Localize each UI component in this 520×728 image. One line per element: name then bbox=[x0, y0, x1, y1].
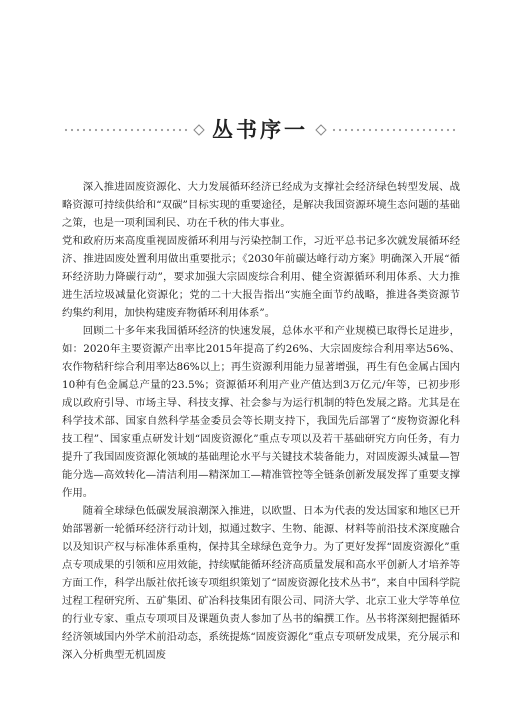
paragraph-1: 深入推进固废资源化、大力发展循环经济已经成为支撑社会经济绿色转型发展、战略资源可持续供给和“双碳”目标实现的重要途径，是解决我国资源环境生态问题的基础之策，也是一项利国利民、功在千秋的伟大事业。 bbox=[62, 181, 460, 229]
paragraph-4: 随着全球绿色低碳发展浪潮深入推进，以欧盟、日本为代表的发达国家和地区已开始部署新一轮循环经济行动计划，拟通过数字、生物、能源、材料等前沿技术深度融合以及知识产权与标准体系重构，保持其全球绿色竞争力。为了更好发挥“固废资源化”重点专项成果的引领和应用效能，持续赋能循环经济高质量发展和高水平创新人才培养等方面工作，科学出版社依托该专项组织策划了“固废资源化技术丛书”，来自中国科学院过程工程研究所、五矿集团、矿冶科技集团有限公司、同济大学、北京工业大学等单位的行业专家、重点专项项目及课题负责人参加了丛书的编撰工作。丛书将深刻把握循环经济领域国内外学术前沿动态，系统提炼“固废资源化”重点专项研发成果，充分展示和深入分析典型无机固废 bbox=[62, 505, 460, 661]
page-title: 丛书序一 bbox=[212, 117, 308, 142]
paragraph-2: 党和政府历来高度重视固废循环利用与污染控制工作，习近平总书记多次就发展循环经济、推进固废处置利用做出重要批示；《2030年前碳达峰行动方案》明确深入开展“循环经济助力降碳行动”，要求加强大宗固废综合利用、健全资源循环利用体系、大力推进生活垃圾减量化资源化；党的二十大报告指出“实施全面节约战略，推进各类资源节约集约利用，加快构建废弃物循环利用体系”。 bbox=[62, 235, 460, 319]
body-text bbox=[62, 178, 460, 664]
paragraph-3: 回顾二十多年来我国循环经济的快速发展，总体水平和产业规模已取得长足进步，如：2020年主要资源产出率比2015年提高了约26%、大宗固废综合利用率达56%、农作物秸秆综合利用率达86%以上；再生资源利用能力显著增强，再生有色金属占国内10种有色金属总产量的23.5%；资源循环利用产业产值达到3万亿元/年等，已初步形成以政府引导、市场主导、科技支撑、社会参与为运行机制的特色发展之路。尤其是在科学技术部、国家自然科学基金委员会等长期支持下，我国先后部署了“废物资源化科技工程”、国家重点研发计划“固废资源化”重点专项以及若干基础研究方向任务，有力提升了我国固废资源化领域的基础理论水平与关键技术装备能力，对固废源头减量—智能分选—高效转化—清洁利用—精深加工—精准管控等全链条创新发展发挥了重要支撑作用。 bbox=[62, 325, 460, 499]
title-band bbox=[62, 117, 458, 143]
